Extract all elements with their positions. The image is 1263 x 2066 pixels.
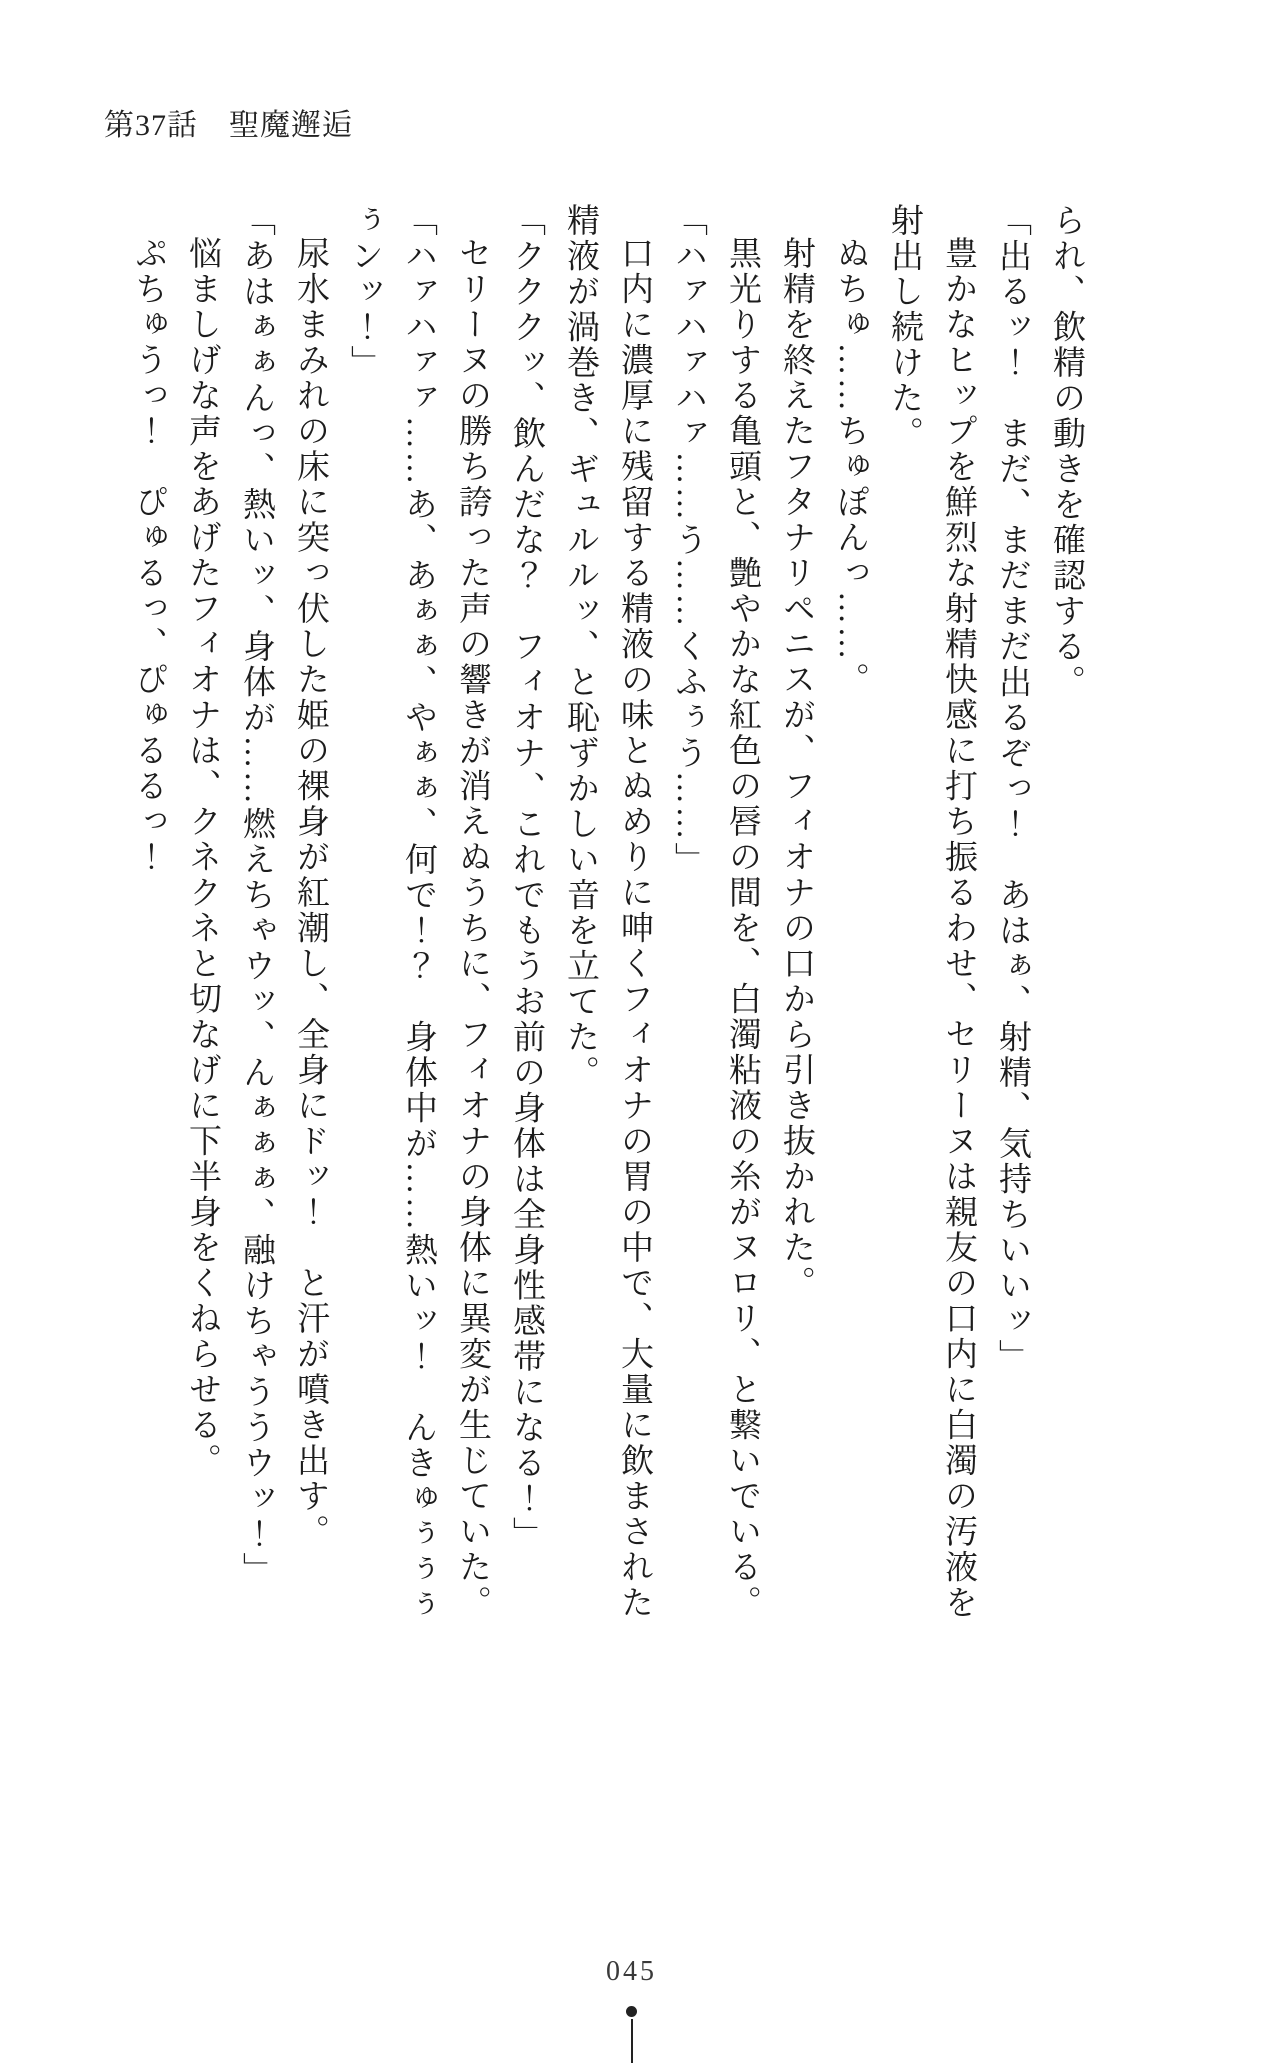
page-footer [0, 1956, 1263, 2066]
paragraph: られ、飲精の動きを確認する。 [1048, 203, 1084, 700]
page-number: 045 [606, 1956, 657, 1987]
paragraph: 黒光りする亀頭と、艶やかな紅色の唇の間を、白濁粘液の糸がヌロリ、と繋いでいる。 [724, 236, 760, 1621]
paragraph: ぬちゅ……ちゅぽんっ……。 [832, 236, 868, 698]
paragraph: 尿水まみれの床に突っ伏した姫の裸身が紅潮し、全身にドッ！ と汗が噴き出す。 [292, 236, 328, 1550]
paragraph: セリーヌの勝ち誇った声の響きが消えぬうちに、フィオナの身体に異変が生じていた。 [454, 236, 490, 1621]
paragraph: 口内に濃厚に残留する精液の味とぬめりに呻くフィオナの胃の中で、大量に飲まされた精液が渦巻き、ギュルルッ、と恥ずかしい音を立てた。 [562, 203, 652, 1621]
paragraph: 「ハァハァハァ……う……くふぅう……」 [670, 203, 706, 878]
page-ornament [626, 2006, 638, 2066]
chapter-header: 第37話 聖魔邂逅 [104, 109, 353, 142]
text-block [121, 203, 1093, 1627]
paragraph: 豊かなヒップを鮮烈な射精快感に打ち振るわせ、セリーヌは親友の口内に白濁の汚液を射出し続けた。 [886, 203, 976, 1621]
paragraph: ぷちゅうっ！ ぴゅるっ、ぴゅるるっ！ [130, 236, 166, 875]
paragraph: 射精を終えたフタナリペニスが、フィオナの口から引き抜かれた。 [778, 236, 814, 1301]
paragraph: 悩ましげな声をあげたフィオナは、クネクネと切なげに下半身をくねらせる。 [184, 236, 220, 1479]
ornament-circle-icon [626, 2006, 637, 2017]
paragraph: 「ハァハァァ……あ、あぁぁ、やぁぁ、何で！？ 身体中が……熱いッ！ んきゅぅぅぅぅンッ！」 [346, 203, 436, 1623]
paragraph: 「あはぁぁんっ、熱いッ、身体が……燃えちゃウッ、んぁぁぁ、融けちゃううウッ！」 [238, 203, 274, 1588]
paragraph: 「クククッ、飲んだな？ フィオナ、これでもうお前の身体は全身性感帯になる！」 [508, 203, 544, 1552]
ornament-line [631, 2019, 633, 2063]
paragraph: 「出るッ！ まだ、まだまだ出るぞっ！ あはぁ、射精、気持ちいいッ」 [994, 203, 1030, 1375]
